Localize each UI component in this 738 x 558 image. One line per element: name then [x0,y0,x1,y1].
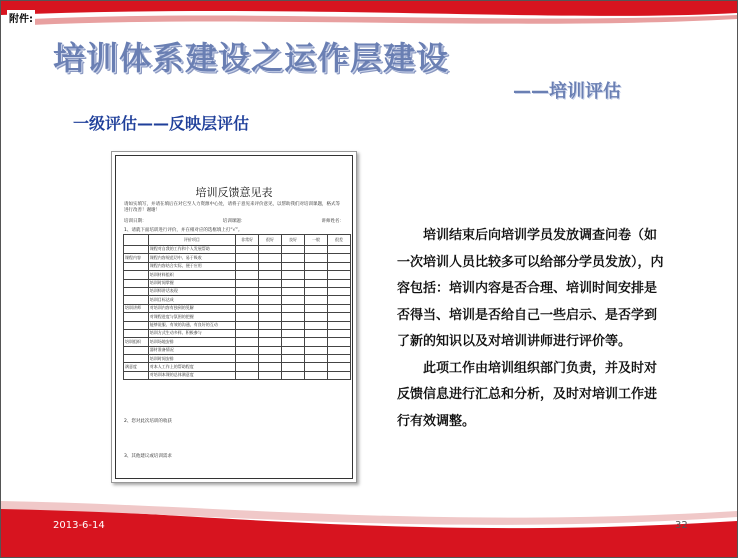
form-question-3: 3、其他建议或培训需求 [124,454,172,459]
table-row [124,246,351,254]
rating-cell [236,338,259,346]
rating-cell [259,279,282,287]
rating-cell [305,262,328,270]
row-item: 培训场地安排 [148,338,235,346]
rating-cell [236,296,259,304]
row-item: 器材准备情况 [148,346,235,354]
rating-cell [305,296,328,304]
field-date: 培训日期： [124,219,147,224]
row-item: 培训时间掌握 [148,279,235,287]
rating-cell [282,304,305,312]
evaluation-table [123,234,351,380]
table-header-cell: 非常好 [236,235,259,246]
attachment-label: 附件: [7,10,35,25]
row-category [124,313,149,321]
row-category [124,321,149,329]
row-item: 对培训内容有独到的见解 [148,304,235,312]
rating-cell [236,329,259,337]
row-item: 培训目标达成 [148,296,235,304]
row-category: 课程内容 [124,254,149,262]
rating-cell [259,363,282,371]
rating-cell [282,296,305,304]
form-question-2: 2、您对此次培训的收获 [124,419,172,424]
rating-cell [327,371,350,379]
field-lecturer: 讲师姓名： [321,219,344,224]
rating-cell [236,321,259,329]
row-category: 满意度 [124,363,149,371]
rating-cell [305,304,328,312]
rating-cell [259,338,282,346]
row-item: 培训方式生动多样、积极参与 [148,329,235,337]
rating-cell [305,287,328,295]
slide-title: 培训体系建设之运作层建设 [53,39,450,77]
row-category [124,346,149,354]
rating-cell [327,313,350,321]
table-row [124,304,351,312]
table-row [124,313,351,321]
rating-cell [236,371,259,379]
rating-cell [259,329,282,337]
rating-cell [259,371,282,379]
rating-cell [236,304,259,312]
rating-cell [259,262,282,270]
rating-cell [282,313,305,321]
rating-cell [282,355,305,363]
rating-cell [327,329,350,337]
table-row [124,329,351,337]
rating-cell [305,321,328,329]
slide-subtitle: ——培训评估 [513,81,621,102]
table-row [124,296,351,304]
rating-cell [305,271,328,279]
row-category [124,287,149,295]
rating-cell [259,321,282,329]
rating-cell [282,262,305,270]
rating-cell [236,279,259,287]
rating-cell [282,254,305,262]
rating-cell [259,254,282,262]
rating-cell [259,271,282,279]
rating-cell [327,304,350,312]
rating-cell [282,271,305,279]
rating-cell [236,355,259,363]
row-category [124,271,149,279]
rating-cell [305,254,328,262]
table-row [124,338,351,346]
row-category [124,246,149,254]
table-row [124,371,351,379]
rating-cell [327,296,350,304]
rating-cell [259,355,282,363]
table-row [124,287,351,295]
footer-date: 2013-6-14 [53,520,105,531]
row-item: 培训师讲话表现 [148,287,235,295]
rating-cell [327,262,350,270]
table-header-cell: 评价项目 [148,235,235,246]
section-heading: 一级评估——反映层评估 [73,114,250,133]
row-item: 课程对自我的工作和个人发展帮助 [148,246,235,254]
rating-cell [282,246,305,254]
rating-cell [327,338,350,346]
rating-cell [282,279,305,287]
rating-cell [236,262,259,270]
table-row [124,262,351,270]
rating-cell [327,355,350,363]
row-item: 课程内容结合实际、便于应用 [148,262,235,270]
rating-cell [327,287,350,295]
rating-cell [305,338,328,346]
rating-cell [305,346,328,354]
row-category [124,371,149,379]
table-body [124,246,351,380]
rating-cell [327,279,350,287]
form-title: 培训反馈意见表 [195,186,273,199]
field-course: 培训课题： [222,219,246,224]
form-question-1: 1、请就下面培训进行评价，并在相对应的选框填上打“√”。 [124,228,243,233]
table-header-cell [124,235,149,246]
row-category [124,262,149,270]
row-category: 培训组织 [124,338,149,346]
row-category [124,355,149,363]
rating-cell [282,338,305,346]
rating-cell [282,371,305,379]
rating-cell [259,304,282,312]
rating-cell [305,329,328,337]
row-item: 培训材料组织 [148,271,235,279]
page-number: 32 [675,520,688,531]
rating-cell [327,246,350,254]
row-category [124,329,149,337]
rating-cell [305,246,328,254]
form-fields [124,218,344,224]
row-category: 培训讲师 [124,304,149,312]
feedback-form-image [111,151,357,483]
rating-cell [282,329,305,337]
table-row [124,271,351,279]
table-header-cell: 很好 [259,235,282,246]
row-category [124,279,149,287]
rating-cell [236,363,259,371]
rating-cell [305,363,328,371]
rating-cell [236,313,259,321]
rating-cell [305,355,328,363]
rating-cell [259,313,282,321]
rating-cell [236,254,259,262]
row-item: 课程内容规范切中、易于吸收 [148,254,235,262]
table-header-cell: 很差 [327,235,350,246]
body-text [397,223,669,435]
table-row [124,254,351,262]
table-row [124,363,351,371]
table-header-row [124,235,351,246]
rating-cell [282,287,305,295]
row-item: 对本人工作上的帮助程度 [148,363,235,371]
rating-cell [327,254,350,262]
rating-cell [327,321,350,329]
row-category [124,296,149,304]
rating-cell [236,246,259,254]
rating-cell [327,346,350,354]
table-header-cell: 良好 [282,235,305,246]
rating-cell [282,321,305,329]
rating-cell [305,279,328,287]
rating-cell [259,296,282,304]
rating-cell [259,346,282,354]
table-row [124,346,351,354]
rating-cell [236,271,259,279]
rating-cell [259,287,282,295]
row-item: 对课程进度与氛围的把握 [148,313,235,321]
row-item: 对培训本课的总体满意度 [148,371,235,379]
rating-cell [236,287,259,295]
row-item: 能够说服、有效的沟通，有良好的互动 [148,321,235,329]
row-item: 培训时间安排 [148,355,235,363]
rating-cell [305,371,328,379]
rating-cell [236,346,259,354]
table-row [124,279,351,287]
rating-cell [282,363,305,371]
body-paragraph: 此项工作由培训组织部门负责，并及时对反馈信息进行汇总和分析，及时对培训工作进行有效调整。 [397,360,658,429]
form-intro: 请如实填写，并请在填后在对它至人力资源中心处，请将子意见来评价意见，以帮助我们对培训课题，格式等进行改善！谢谢！ [124,202,340,213]
rating-cell [327,271,350,279]
rating-cell [327,363,350,371]
rating-cell [305,313,328,321]
rating-cell [259,246,282,254]
table-row [124,355,351,363]
form-border [115,155,353,479]
table-header-cell: 一般 [305,235,328,246]
rating-cell [282,346,305,354]
body-paragraph: 培训结束后向培训学员发放调查问卷（如一次培训人员比较多可以给部分学员发放），内容包括：培训内容是否合理、培训时间安排是否得当、培训是否给自己一些启示、是否学到了新的知识以及对培训讲师进行评价等。 [397,228,664,349]
table-row [124,321,351,329]
